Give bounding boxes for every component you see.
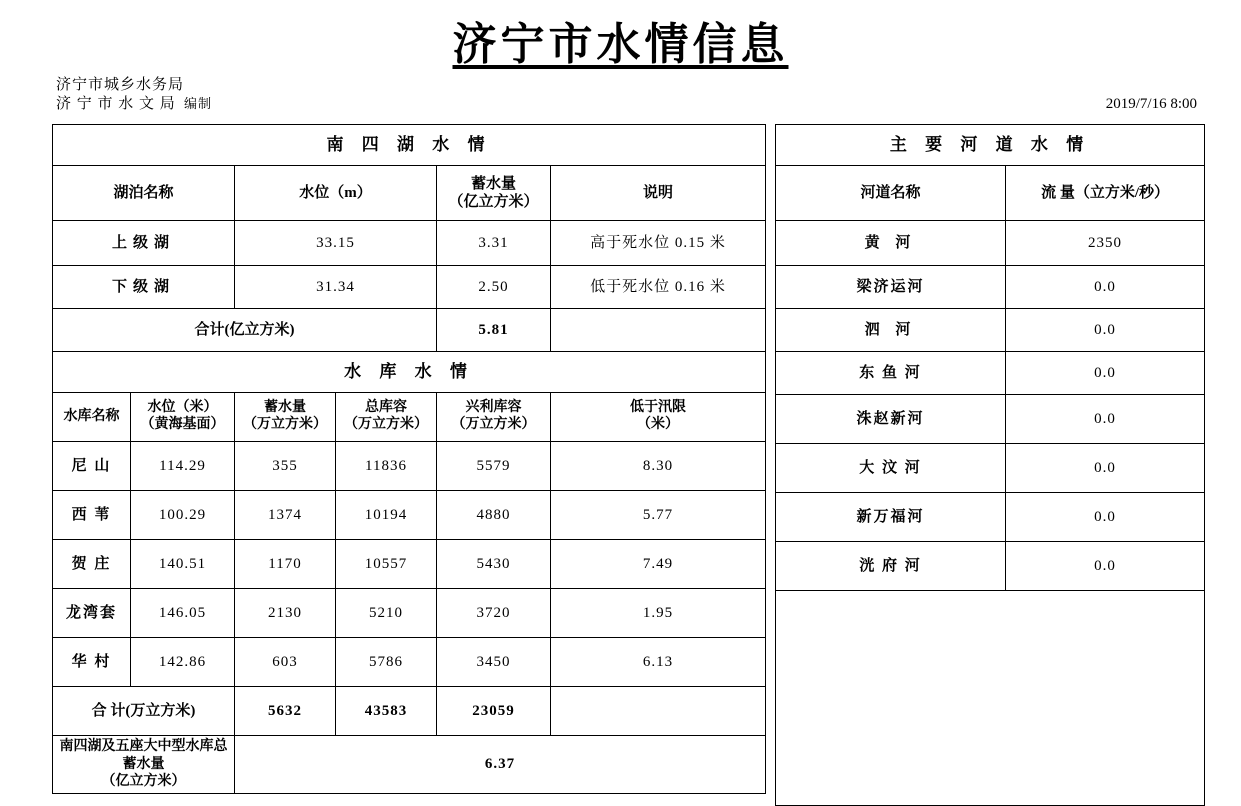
reservoir-header-below-line2: （米）: [637, 417, 680, 432]
reservoir-header-total-line2: （万立方米）: [344, 417, 428, 432]
reservoir-row-below: 1.95: [551, 589, 766, 638]
reservoir-header-total: [336, 393, 437, 442]
lake-row-level: 33.15: [235, 221, 437, 266]
lake-row-name: 上级湖: [53, 221, 235, 266]
reservoir-row-total: 5786: [336, 638, 437, 687]
reservoir-row-level: 100.29: [131, 491, 235, 540]
reservoir-row-name: 华 村: [53, 638, 131, 687]
river-row-name: 泗 河: [776, 309, 1006, 352]
reservoir-header-useful-line2: （万立方米）: [451, 417, 536, 432]
reservoir-row-total: 5210: [336, 589, 437, 638]
reservoir-total-storage: 5632: [235, 687, 336, 736]
river-header-flow: 流 量（立方米/秒）: [1006, 166, 1205, 221]
river-row-name: 新万福河: [776, 493, 1006, 542]
reservoir-header-storage: [235, 393, 336, 442]
reservoir-row-below: 6.13: [551, 638, 766, 687]
reservoir-header-level: [131, 393, 235, 442]
reservoir-header-below: [551, 393, 766, 442]
report-datetime: 2019/7/16 8:00: [1105, 96, 1197, 112]
reservoir-total-below-empty: [551, 687, 766, 736]
river-row-name: 东 鱼 河: [776, 352, 1006, 395]
reservoir-header-useful-line1: 兴利库容: [465, 400, 522, 416]
reservoir-row-level: 146.05: [131, 589, 235, 638]
reservoir-row-total: 11836: [336, 442, 437, 491]
reservoir-row-storage: 1374: [235, 491, 336, 540]
river-row-name: 大 汶 河: [776, 444, 1006, 493]
reservoir-header-level-line1: 水位（米）: [147, 400, 218, 416]
reservoir-row-level: 142.86: [131, 638, 235, 687]
lake-header-level: 水位（m）: [235, 166, 437, 221]
reservoir-row-total: 10557: [336, 540, 437, 589]
lake-header-storage-line1: 蓄水量: [470, 176, 516, 192]
reservoir-row-below: 8.30: [551, 442, 766, 491]
reservoir-row-name: 西 苇: [53, 491, 131, 540]
issuer-block: [56, 76, 212, 114]
lake-header-storage-line2: （亿立方米）: [448, 194, 539, 210]
river-row-flow: 0.0: [1006, 309, 1205, 352]
river-row-name: 梁济运河: [776, 266, 1006, 309]
grand-total-label-line1: 南四湖及五座大中型水库总蓄水量: [59, 739, 228, 772]
lake-row-note: 低于死水位 0.16 米: [551, 266, 766, 309]
reservoir-section-title: 水 库 水 情: [53, 352, 766, 393]
reservoir-header-total-line1: 总库容: [365, 400, 407, 416]
reservoir-row-useful: 3450: [437, 638, 551, 687]
reservoir-row-useful: 5430: [437, 540, 551, 589]
reservoir-total-label: 合 计(万立方米): [53, 687, 235, 736]
lake-row-note: 高于死水位 0.15 米: [551, 221, 766, 266]
reservoir-header-level-line2: （黄海基面）: [140, 417, 225, 432]
tables-container: [52, 124, 1194, 806]
river-header-name: 河道名称: [776, 166, 1006, 221]
reservoir-row-total: 10194: [336, 491, 437, 540]
reservoir-row-below: 7.49: [551, 540, 766, 589]
issuer-line-1: 济宁市城乡水务局: [56, 77, 185, 93]
lake-total-note-empty: [551, 309, 766, 352]
issuer-line-2: 济 宁 市 水 文 局: [56, 96, 176, 112]
reservoir-row-level: 140.51: [131, 540, 235, 589]
river-table: [775, 124, 1205, 806]
grand-total-label: [53, 736, 235, 794]
reservoir-row-storage: 1170: [235, 540, 336, 589]
river-row-name: 洙赵新河: [776, 395, 1006, 444]
reservoir-row-storage: 603: [235, 638, 336, 687]
reservoir-row-storage: 355: [235, 442, 336, 491]
lake-row-level: 31.34: [235, 266, 437, 309]
reservoir-row-useful: 5579: [437, 442, 551, 491]
reservoir-row-useful: 4880: [437, 491, 551, 540]
river-row-flow: 0.0: [1006, 444, 1205, 493]
reservoir-row-storage: 2130: [235, 589, 336, 638]
reservoir-header-name: 水库名称: [53, 393, 131, 442]
issuer-suffix: 编制: [184, 96, 213, 111]
lake-and-reservoir-table: [52, 124, 766, 794]
issuer-lines: [56, 76, 184, 114]
reservoir-header-below-line1: 低于汛限: [630, 400, 687, 416]
lake-row-name: 下级湖: [53, 266, 235, 309]
reservoir-total-capacity: 43583: [336, 687, 437, 736]
lake-header-name: 湖泊名称: [53, 166, 235, 221]
reservoir-row-name: 尼 山: [53, 442, 131, 491]
reservoir-row-below: 5.77: [551, 491, 766, 540]
river-row-flow: 0.0: [1006, 266, 1205, 309]
reservoir-row-useful: 3720: [437, 589, 551, 638]
lake-row-storage: 3.31: [437, 221, 551, 266]
lake-section-title: 南 四 湖 水 情: [53, 125, 766, 166]
reservoir-row-name: 贺 庄: [53, 540, 131, 589]
grand-total-label-line2: （亿立方米）: [101, 774, 186, 789]
reservoir-total-useful: 23059: [437, 687, 551, 736]
reservoir-row-level: 114.29: [131, 442, 235, 491]
reservoir-row-name: 龙湾套: [53, 589, 131, 638]
river-row-flow: 2350: [1006, 221, 1205, 266]
lake-row-storage: 2.50: [437, 266, 551, 309]
lake-total-value: 5.81: [437, 309, 551, 352]
river-row-flow: 0.0: [1006, 352, 1205, 395]
reservoir-header-useful: [437, 393, 551, 442]
river-row-flow: 0.0: [1006, 493, 1205, 542]
grand-total-value: 6.37: [235, 736, 766, 794]
river-row-flow: 0.0: [1006, 395, 1205, 444]
reservoir-header-storage-line2: （万立方米）: [243, 417, 327, 432]
river-row-name: 黄 河: [776, 221, 1006, 266]
river-table-empty-area: [776, 591, 1205, 806]
lake-total-label: 合计(亿立方米): [53, 309, 437, 352]
river-row-name: 洸 府 河: [776, 542, 1006, 591]
lake-header-storage: [437, 166, 551, 221]
reservoir-header-storage-line1: 蓄水量: [264, 400, 306, 416]
page-title: 济宁市水情信息: [452, 19, 789, 70]
lake-header-note: 说明: [551, 166, 766, 221]
river-row-flow: 0.0: [1006, 542, 1205, 591]
river-section-title: 主 要 河 道 水 情: [776, 125, 1205, 166]
